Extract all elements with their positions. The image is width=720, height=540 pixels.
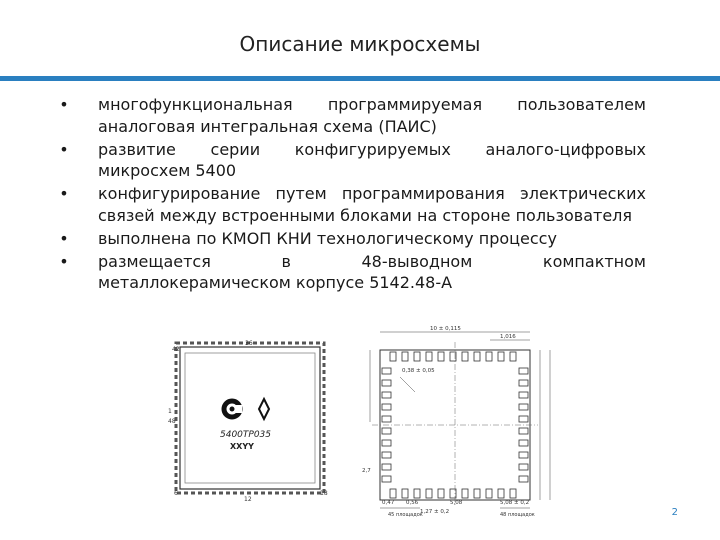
area-label: 45 площадок xyxy=(388,512,423,517)
bullet-item xyxy=(58,228,646,250)
chip-marking-part: 5400ТР035 xyxy=(220,430,272,440)
bullet-dot-icon: • xyxy=(59,139,69,159)
title-rule xyxy=(0,76,720,81)
chip-pin-label: 1 xyxy=(168,408,172,415)
chip-top-view-image xyxy=(160,335,340,505)
chip-pin-label: 18 xyxy=(320,490,328,497)
dimension-label: 2,7 xyxy=(362,468,371,474)
dimension-label: 5,08 xyxy=(450,500,463,506)
slide-title: Описание микросхемы xyxy=(239,32,481,56)
bullet-dot-icon: • xyxy=(59,251,69,271)
page-number: 2 xyxy=(671,507,678,518)
chip-pin-label: 36 xyxy=(245,340,253,347)
dimension-label: 0,47 xyxy=(382,500,395,506)
bullet-dot-icon: • xyxy=(59,95,69,114)
bullet-item xyxy=(58,94,646,137)
dimension-label: 1,27 ± 0,2 xyxy=(420,509,450,515)
dimension-label: 0,38 ± 0,05 xyxy=(402,368,435,374)
area-label: 48 площадок xyxy=(500,512,535,517)
bullet-list xyxy=(58,94,646,295)
bullet-item xyxy=(58,183,646,226)
bullet-text: развитие серии конфигурируемых аналого-цифровых микросхем 5400 xyxy=(98,139,646,180)
chip-dimension-drawing xyxy=(360,322,560,517)
bullet-item xyxy=(58,139,646,182)
chip-pin-label: 42 xyxy=(172,346,180,353)
chip-marking-date: XXYY xyxy=(230,442,254,451)
bullet-dot-icon: • xyxy=(59,228,69,248)
chip-pin-label: 6 xyxy=(174,490,178,497)
bullet-dot-icon: • xyxy=(59,184,69,203)
chip-pin-label: 12 xyxy=(244,496,252,503)
bullet-item xyxy=(58,251,646,294)
bullet-text: многофункциональная программируемая пользователем аналоговая интегральная схема (ПАИС) xyxy=(98,95,646,136)
chip-pin-label: 48 xyxy=(168,418,176,425)
bullet-text: выполнена по КМОП КНИ технологическому процессу xyxy=(98,228,557,248)
bullet-text: размещается в 48-выводном компактном металлокерамическом корпусе 5142.48-А xyxy=(98,251,646,292)
dimension-label: 0,56 xyxy=(406,500,419,506)
dimension-label: 1,016 xyxy=(500,334,516,340)
dimension-label: 10 ± 0,115 xyxy=(430,326,461,332)
bullet-text: конфигурирование путем программирования электрических связей между встроенными блоками на стороне пользователя xyxy=(98,184,646,225)
dimension-label: 5,08 ± 0,2 xyxy=(500,500,530,506)
